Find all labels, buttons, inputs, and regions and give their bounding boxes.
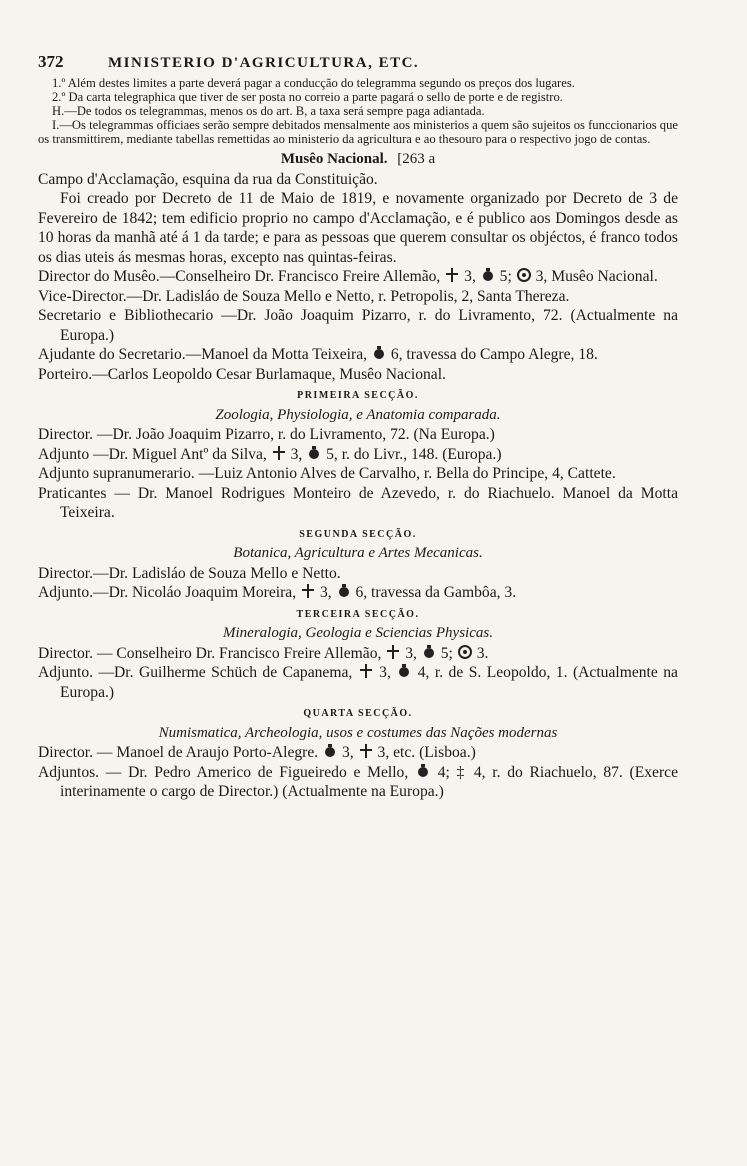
s1-supernumerary: Adjunto supranumerario. —Luiz Antonio Alves de Carvalho, r. Bella do Principe, 4, Cattete. — [38, 465, 616, 482]
museum-ref: [263 a — [397, 151, 436, 167]
note-h: H.—De todos os telegrammas, menos os do art. B, a taxa será sempre paga adiantada. — [52, 104, 485, 118]
note-2: 2.º Da carta telegraphica que tiver de ser posta no correio a parte pagará o sello de porte e de registro. — [52, 90, 563, 104]
section-3-title: Mineralogia, Geologia e Sciencias Physicas. — [223, 625, 493, 641]
rose-order-icon — [421, 644, 437, 660]
staff-director-text: Director do Musêo.—Conselheiro Dr. Francisco Freire Allemão, — [38, 268, 441, 285]
cross-order-icon — [358, 663, 374, 679]
museum-section — [38, 150, 678, 802]
museum-description: Foi creado por Decreto de 11 de Maio de 1819, e novamente organizado por Decreto de 3 de Fevereiro de 1842; tem edificio proprio no campo d'Acclamação, e é publico aos Domingos desde as 10 horas da manhã até á 1 da tarde; e para as pessoas que querem consultar os objéctos, é franco todos os dias uteis ás mesmas horas, excepto nas quintas-feiras. — [38, 190, 678, 266]
s1-director: Director. —Dr. João Joaquim Pizarro, r. do Livramento, 72. (Na Europa.) — [38, 426, 495, 443]
rose-order-icon — [336, 583, 352, 599]
cross-order-icon — [444, 267, 460, 283]
section-1-title: Zoologia, Physiologia, e Anatomia comparada. — [215, 406, 501, 423]
section-2-label: SEGUNDA SECÇÃO. — [299, 528, 417, 540]
page-title: MINISTERIO D'AGRICULTURA, ETC. — [108, 55, 420, 71]
note-i: I.—Os telegrammas officiaes serão sempre debitados mensalmente aos ministerios a quem são sujeitos os funccionarios que os transmittirem, mediante tabellas remettidas ao ministerio da agricultura e ao thesouro para o respectivo jogo de contas. — [38, 118, 678, 146]
staff-porter: Porteiro.—Carlos Leopoldo Cesar Burlamaque, Musêo Nacional. — [38, 365, 446, 383]
rose-order-icon — [306, 445, 322, 461]
page — [38, 52, 678, 802]
cross-order-icon — [300, 583, 316, 599]
cross-order-icon — [358, 743, 374, 759]
s1-practitioners: Praticantes — Dr. Manoel Rodrigues Monteiro de Azevedo, r. do Riachuelo. Manoel da Motta Teixeira. — [38, 484, 678, 521]
s4-adjuncts: Adjuntos. — Dr. Pedro Americo de Figueiredo e Mello, 4; ‡ 4, r. do Riachuelo, 87. (Exerce interinamente o cargo de Director.) (Actualmente na Europa.) — [38, 763, 678, 800]
note-1: 1.º Além destes limites a parte deverá pagar a conducção do telegramma segundo os preços dos lugares. — [52, 76, 575, 90]
museum-address: Campo d'Acclamação, esquina da rua da Constituição. — [38, 170, 378, 188]
page-header — [38, 52, 678, 72]
s1-adjunct: Adjunto —Dr. Miguel Antº da Silva, 3, 5, r. do Livr., 148. (Europa.) — [38, 445, 502, 463]
s4-director: Director. — Manoel de Araujo Porto-Alegre. 3, 3, etc. (Lisboa.) — [38, 744, 476, 761]
section-3-label: TERCEIRA SECÇÃO. — [296, 608, 420, 620]
section-2-title: Botanica, Agricultura e Artes Mecanicas. — [233, 545, 483, 561]
cross-order-icon — [385, 644, 401, 660]
section-1-label: PRIMEIRA SECÇÃO. — [297, 390, 419, 401]
section-4-label: QUARTA SECÇÃO. — [303, 708, 413, 719]
museum-title: Musêo Nacional. — [280, 151, 388, 167]
rose-order-icon — [480, 267, 496, 283]
s2-director: Director.—Dr. Ladisláo de Souza Mello e Netto. — [38, 564, 341, 582]
star-order-icon — [516, 267, 532, 283]
s3-director: Director. — Conselheiro Dr. Francisco Freire Allemão, 3, 5; 3. — [38, 644, 489, 662]
staff-director: Director do Musêo.—Conselheiro Dr. Francisco Freire Allemão, 3, 5; 3, Musêo Nacional. — [38, 268, 658, 285]
rose-order-icon — [396, 663, 412, 679]
s2-adjunct: Adjunto.—Dr. Nicoláo Joaquim Moreira, 3, 6, travessa da Gambôa, 3. — [38, 584, 517, 601]
rose-order-icon — [322, 743, 338, 759]
s3-adjunct: Adjunto. —Dr. Guilherme Schüch de Capanema, 3, 4, r. de S. Leopoldo, 1. (Actualmente na Europa.) — [38, 664, 678, 701]
museum-heading — [38, 150, 678, 170]
section-4-title: Numismatica, Archeologia, usos e costumes das Nações modernas — [158, 724, 558, 741]
rose-order-icon — [415, 763, 431, 779]
star-order-icon — [457, 644, 473, 660]
staff-assistant: Ajudante do Secretario.—Manoel da Motta Teixeira, 6, travessa do Campo Alegre, 18. — [38, 346, 598, 363]
cross-order-icon — [271, 445, 287, 461]
page-number: 372 — [38, 52, 64, 71]
rose-order-icon — [371, 345, 387, 361]
telegraph-notes — [38, 76, 678, 146]
staff-secretary: Secretario e Bibliothecario —Dr. João Joaquim Pizarro, r. do Livramento, 72. (Actualmente na Europa.) — [38, 307, 678, 344]
staff-vice-director: Vice-Director.—Dr. Ladisláo de Souza Mello e Netto, r. Petropolis, 2, Santa Thereza. — [38, 287, 570, 305]
